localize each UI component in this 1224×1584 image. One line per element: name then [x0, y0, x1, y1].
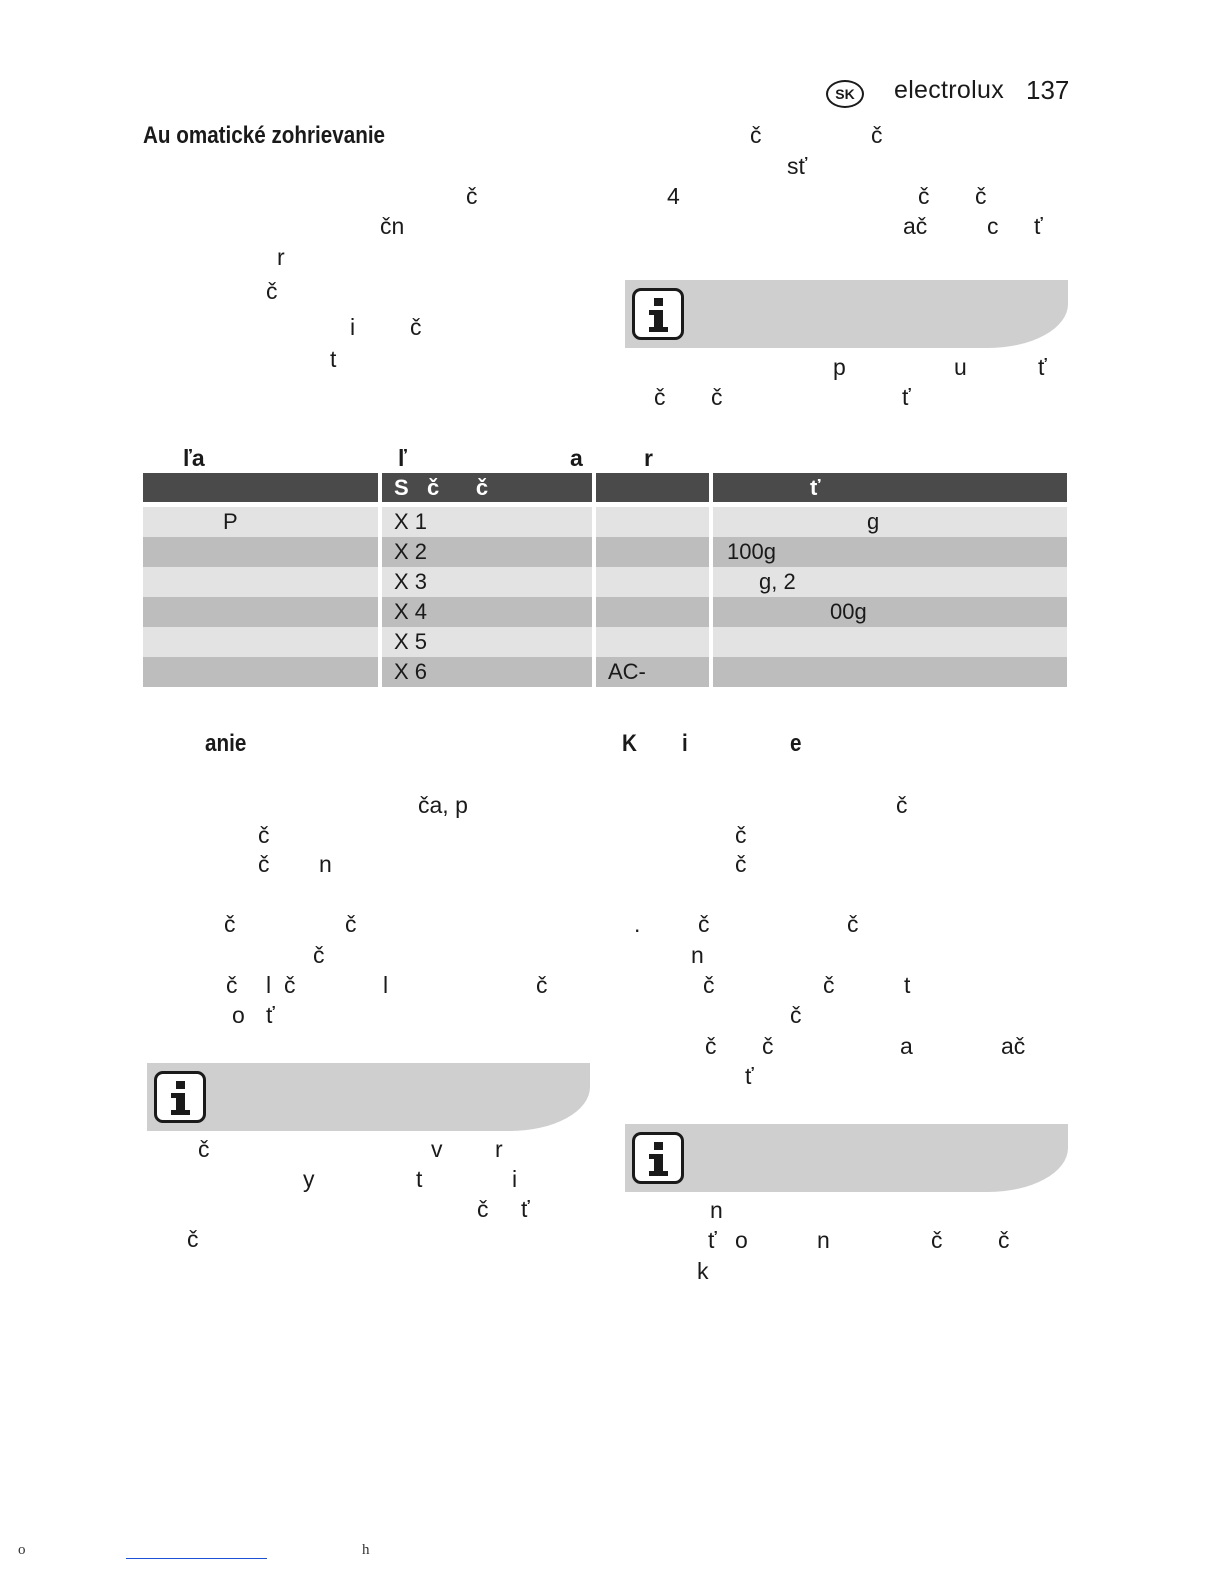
- table-cell: [713, 627, 1067, 657]
- table-title-fragment: a: [570, 445, 583, 471]
- table-cell: 00g: [713, 597, 1067, 627]
- text-fragment: č: [477, 1196, 489, 1222]
- table-cell: [713, 657, 1067, 687]
- text-fragment: č: [871, 122, 883, 148]
- info-note-box: [147, 1063, 590, 1131]
- section-heading-fragment: K: [622, 730, 637, 757]
- text-fragment: č: [654, 384, 666, 410]
- text-fragment: u: [954, 354, 967, 380]
- text-fragment: č: [258, 851, 270, 877]
- text-fragment: ť: [266, 1002, 275, 1028]
- text-fragment: t: [330, 346, 337, 372]
- text-fragment: č: [790, 1002, 802, 1028]
- table-cell: P: [143, 507, 378, 537]
- table-cell: [143, 627, 378, 657]
- table-row: [143, 507, 1067, 537]
- text-fragment: č: [703, 972, 715, 998]
- text-fragment: čn: [380, 213, 405, 239]
- table-row: [143, 537, 1067, 567]
- table-cell: [143, 567, 378, 597]
- text-fragment: 4: [667, 183, 680, 209]
- brand-name: electrolux: [894, 76, 1004, 104]
- text-fragment: .: [634, 911, 641, 937]
- text-fragment: č: [198, 1136, 210, 1162]
- text-fragment: p: [833, 354, 846, 380]
- table-header-cell: [143, 473, 378, 502]
- footer-link-underline[interactable]: [126, 1558, 267, 1559]
- text-fragment: č: [762, 1033, 774, 1059]
- table-cell: [596, 627, 709, 657]
- table-row: [143, 597, 1067, 627]
- table-row: [143, 567, 1067, 597]
- text-fragment: č: [258, 822, 270, 848]
- text-fragment: o: [232, 1002, 245, 1028]
- table-cell: 100g: [713, 537, 1067, 567]
- text-fragment: ť: [1034, 213, 1043, 239]
- table-cell: [143, 597, 378, 627]
- text-fragment: č: [735, 851, 747, 877]
- text-fragment: i: [350, 314, 356, 340]
- table-cell: X 4: [382, 597, 592, 627]
- text-fragment: ť: [708, 1227, 717, 1253]
- text-fragment: č: [750, 122, 762, 148]
- section-heading-fragment: i: [682, 730, 688, 757]
- page-number: 137: [1026, 75, 1070, 105]
- text-fragment: k: [697, 1258, 709, 1284]
- table-cell: g, 2: [713, 567, 1067, 597]
- table-row: [143, 627, 1067, 657]
- table-cell: [596, 537, 709, 567]
- table-cell: X 6: [382, 657, 592, 687]
- text-fragment: t: [904, 972, 911, 998]
- text-fragment: ť: [521, 1196, 530, 1222]
- auto-heating-table: [143, 473, 1067, 687]
- text-fragment: č: [284, 972, 296, 998]
- table-title-fragment: ľ: [398, 445, 407, 471]
- text-fragment: č: [313, 942, 325, 968]
- text-fragment: t: [416, 1166, 423, 1192]
- text-fragment: y: [303, 1166, 315, 1192]
- text-fragment: č: [998, 1227, 1010, 1253]
- info-icon: [632, 288, 684, 340]
- text-fragment: č: [823, 972, 835, 998]
- text-fragment: č: [975, 183, 987, 209]
- table-cell: X 1: [382, 507, 592, 537]
- table-cell: AC-: [596, 657, 709, 687]
- table-cell: X 5: [382, 627, 592, 657]
- table-title-fragment: ľa: [183, 445, 205, 471]
- footer-char: o: [18, 1542, 26, 1558]
- text-fragment: č: [698, 911, 710, 937]
- text-fragment: č: [266, 278, 278, 304]
- text-fragment: č: [847, 911, 859, 937]
- text-fragment: n: [817, 1227, 830, 1253]
- text-fragment: v: [431, 1136, 443, 1162]
- text-fragment: ť: [745, 1063, 754, 1089]
- section-heading-fragment: e: [790, 730, 802, 757]
- table-header-row: [143, 473, 1067, 503]
- text-fragment: č: [226, 972, 238, 998]
- text-fragment: o: [735, 1227, 748, 1253]
- text-fragment: sť: [787, 153, 808, 179]
- info-icon: [154, 1071, 206, 1123]
- text-fragment: ča, p: [418, 792, 468, 818]
- text-fragment: l: [383, 972, 389, 998]
- table-header-cell: [596, 473, 709, 502]
- table-row: [143, 657, 1067, 687]
- text-fragment: č: [187, 1226, 199, 1252]
- info-note-box: [625, 280, 1068, 348]
- text-fragment: r: [277, 244, 285, 270]
- section-heading-auto-heating: Au omatické zohrievanie: [143, 122, 386, 149]
- text-fragment: č: [466, 183, 478, 209]
- text-fragment: č: [711, 384, 723, 410]
- language-badge: SK: [826, 80, 864, 108]
- section-heading: anie: [205, 730, 247, 757]
- text-fragment: i: [512, 1166, 518, 1192]
- table-header-cell: S č č: [382, 473, 592, 502]
- text-fragment: c: [987, 213, 999, 239]
- table-cell: X 2: [382, 537, 592, 567]
- table-cell: [143, 657, 378, 687]
- text-fragment: ť: [1038, 354, 1047, 380]
- text-fragment: ť: [902, 384, 911, 410]
- text-fragment: a: [900, 1033, 913, 1059]
- footer-char: h: [362, 1542, 370, 1558]
- text-fragment: n: [710, 1197, 723, 1223]
- text-fragment: l: [266, 972, 272, 998]
- table-cell: [143, 537, 378, 567]
- text-fragment: č: [705, 1033, 717, 1059]
- table-cell: g: [713, 507, 1067, 537]
- table-title-fragment: r: [644, 445, 653, 471]
- text-fragment: č: [224, 911, 236, 937]
- text-fragment: ač: [903, 213, 928, 239]
- text-fragment: č: [345, 911, 357, 937]
- text-fragment: č: [410, 314, 422, 340]
- text-fragment: č: [735, 822, 747, 848]
- table-cell: X 3: [382, 567, 592, 597]
- table-cell: [596, 597, 709, 627]
- table-cell: [596, 507, 709, 537]
- text-fragment: č: [896, 792, 908, 818]
- table-cell: [596, 567, 709, 597]
- text-fragment: č: [931, 1227, 943, 1253]
- text-fragment: č: [536, 972, 548, 998]
- info-icon: [632, 1132, 684, 1184]
- text-fragment: ač: [1001, 1033, 1026, 1059]
- text-fragment: r: [495, 1136, 503, 1162]
- text-fragment: n: [319, 851, 332, 877]
- info-note-box: [625, 1124, 1068, 1192]
- text-fragment: č: [918, 183, 930, 209]
- text-fragment: n: [691, 942, 704, 968]
- table-header-cell: ť: [713, 473, 1067, 502]
